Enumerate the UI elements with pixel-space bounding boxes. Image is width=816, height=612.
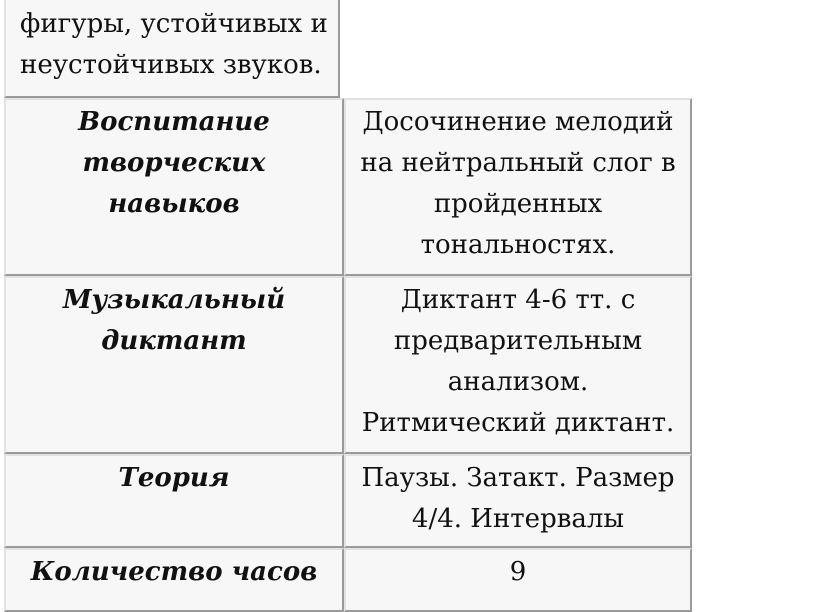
cell-text: Теория: [118, 463, 230, 493]
table-cell-row4-right: [344, 548, 692, 612]
table-cell-row1-left: [4, 98, 344, 276]
table-cell-row2-left: [4, 276, 344, 454]
cell-text: 9: [509, 557, 527, 587]
cell-text: Музыкальный диктант: [62, 285, 286, 356]
cell-text: Количество часов: [30, 557, 318, 587]
cell-text: Воспитание творческих навыков: [78, 107, 270, 219]
table-cell-row3-right: [344, 454, 692, 548]
table-cell-row4-left: [4, 548, 344, 612]
cell-text: Досочинение мелодий на нейтральный слог в пройденных тональностях.: [360, 107, 676, 260]
table-cell-row0-left: [4, 0, 340, 98]
cell-text: Диктант 4-6 тт. с предварительным анализом. Ритмический диктант.: [361, 285, 675, 438]
table-cell-row1-right: [344, 98, 692, 276]
cell-text: Паузы. Затакт. Размер 4/4. Интервалы: [361, 463, 675, 534]
table-cell-row3-left: [4, 454, 344, 548]
table-cell-row2-right: [344, 276, 692, 454]
cell-text: фигуры, устойчивых и неустойчивых звуков.: [20, 9, 328, 80]
